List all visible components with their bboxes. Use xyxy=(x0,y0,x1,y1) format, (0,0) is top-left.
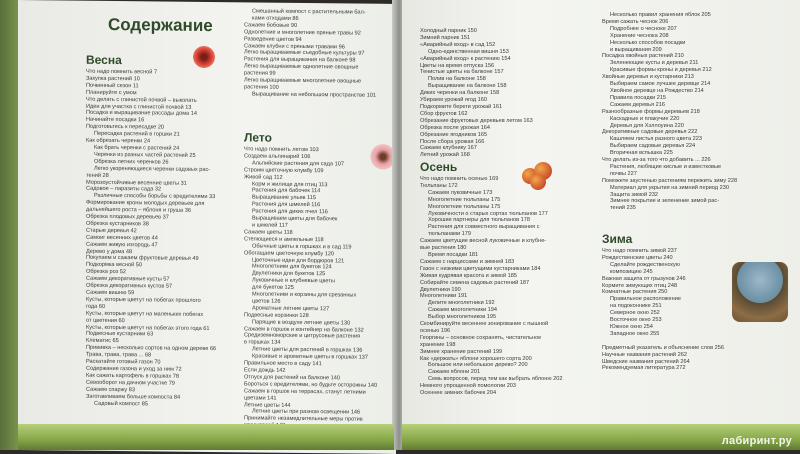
toc-entry: Правильное расположение xyxy=(610,296,681,303)
toc-column-autumn xyxy=(420,176,590,397)
red-flower-image xyxy=(193,46,215,68)
section-heading-winter: Зима xyxy=(602,232,633,246)
toc-entry: Луковичные и клубневые цветы xyxy=(252,277,335,285)
toc-entry: Прививка – несколько сортов на одном дереве 66 xyxy=(86,344,217,353)
toc-entry: Хвойные деревья и кустарники 213 xyxy=(602,74,694,81)
toc-entry: Кусты, которые цветут на побегах прошлого xyxy=(86,296,201,304)
toc-entry: Сажаем многолетники 194 xyxy=(428,307,497,314)
left-page xyxy=(18,0,396,454)
toc-entry: Дерево у дома 48 xyxy=(86,248,133,255)
toc-entry: Подготовьтесь к пересадке 20 xyxy=(86,123,165,131)
toc-entry: Обрезание фруктовых деревьев летом 163 xyxy=(420,117,533,124)
toc-entry: Научные названия растений 262 xyxy=(602,351,687,358)
toc-entry: Красивые и ароматные цветы в горшках 137 xyxy=(252,353,368,361)
toc-entry: Время посадки 181 xyxy=(428,251,479,258)
toc-entry: Полив на балконе 158 xyxy=(428,76,486,83)
toc-entry: Что надо помнить летом 103 xyxy=(244,146,319,154)
toc-entry: хранение 198 xyxy=(420,341,456,348)
toc-entry: Посадка и выращивание рассады дома 14 xyxy=(86,110,197,118)
toc-entry: Легко укореняющиеся черенки садовых рас- xyxy=(94,165,211,173)
toc-entry: Растения для выращивания на балконе 98 xyxy=(244,56,356,64)
toc-entry: Закупка растений 10 xyxy=(86,75,140,83)
toc-entry: Бороться с вредителями, но будьте осторожны 140 xyxy=(244,381,378,389)
toc-entry: Холодный парник 150 xyxy=(420,28,477,34)
toc-entry: Разведение цветов 94 xyxy=(244,35,302,43)
toc-entry: Несколько способов посадки xyxy=(610,39,686,46)
toc-entry: Выращивание ульев 115 xyxy=(252,194,317,202)
toc-entry: Раскатайте готовый газон 70 xyxy=(86,358,161,366)
toc-entry: Растения для совместного выращивания с xyxy=(428,224,540,231)
toc-entry: Тенистые цветы на балконе 157 xyxy=(420,69,504,76)
toc-entry: Однолетние и многолетние пряные травы 92 xyxy=(244,29,361,37)
toc-entry: Обрезка летних черенков 26 xyxy=(94,158,169,166)
toc-entry: Морозоустойчивые весенние цветы 31 xyxy=(86,179,187,187)
toc-entry: Растения для бабочек 114 xyxy=(252,187,321,195)
toc-entry: Парящие в воздухе летние цветы 130 xyxy=(252,319,351,327)
winter-basket-image xyxy=(732,262,788,322)
toc-entry: Тюльпаны 172 xyxy=(420,182,458,189)
toc-entry: Обрезка декоративных кустов 57 xyxy=(86,282,173,290)
toc-entry: Сажаем бобовые 90 xyxy=(244,22,298,29)
toc-entry: Диких черенки на балконе 158 xyxy=(420,90,500,97)
section-heading-autumn: Осень xyxy=(420,160,458,174)
toc-entry: Подкормите береги урожай 161 xyxy=(420,103,503,110)
toc-entry: Сажаем цветущие весной луковичные и клубне- xyxy=(420,238,547,245)
toc-entry: цветов 126 xyxy=(252,298,281,305)
toc-entry: Альпийские растения для сада 107 xyxy=(252,160,344,168)
toc-entry: Клематис 65 xyxy=(86,338,119,345)
toc-entry: Подкормка весной 50 xyxy=(86,262,143,269)
page-title: Содержание xyxy=(108,14,213,36)
toc-entry: Формирование кроны молодых деревьев для xyxy=(86,199,205,208)
toc-entry: Георгины – основное сохранять, чистательное xyxy=(420,334,542,341)
toc-entry: Выращиваем цветы для бабочек xyxy=(252,215,338,223)
toc-entry: Обрезка плодовых деревьев 37 xyxy=(86,213,169,221)
toc-entry: вые растения 180 xyxy=(420,245,467,252)
toc-entry: Создаем альпинарий 106 xyxy=(244,153,311,160)
toc-entry: Что делать с глинистой почвой – выкопать xyxy=(86,96,197,104)
toc-entry: Подвесные корзинки 128 xyxy=(244,312,309,319)
toc-entry: Покупаем и сажаем фруктовые деревья 49 xyxy=(86,255,199,263)
toc-entry: Растения для диких пчел 116 xyxy=(252,208,328,216)
toc-column-summer xyxy=(244,146,394,431)
toc-entry: Легко выращиваемые съедобные культуры 97 xyxy=(244,49,365,58)
toc-entry: Заготавливаем больше компоста 84 xyxy=(86,393,181,401)
toc-entry: Отпуск для растений на балконе 140 xyxy=(244,374,341,382)
toc-entry: Черенки из разных частей растений 25 xyxy=(94,151,196,159)
toc-entry: Время сажать чеснок 206 xyxy=(602,18,669,25)
toc-entry: Выбираем садовые деревья 224 xyxy=(610,143,696,150)
toc-entry: «Аварийный вход» в сад 152 xyxy=(420,41,496,48)
toc-entry: Летние цветы для растений в горшках 136 xyxy=(252,346,363,354)
toc-entry: Выбор многолетников 195 xyxy=(428,314,497,321)
toc-entry: Обрезка кустарников 38 xyxy=(86,220,149,228)
toc-entry: Обогащаем цветочную клумбу 120 xyxy=(244,249,335,257)
toc-entry: Декоративные садовые деревья 222 xyxy=(602,129,698,136)
toc-entry: Посадка хвойных растений 210 xyxy=(602,53,684,60)
toc-entry: почвы 227 xyxy=(610,170,637,177)
toc-entry: в горшках 134 xyxy=(244,339,281,347)
toc-entry: на подоконнике 251 xyxy=(610,303,662,310)
toc-entry: Зеленеющие кусты и деревья 211 xyxy=(610,60,699,67)
toc-column-summer-cont xyxy=(420,28,580,159)
toc-entry: года 60 xyxy=(86,303,106,310)
toc-entry: Собирайте семена садовых растений 187 xyxy=(420,279,530,286)
toc-entry: Легко выращиваемые многолетние овощные xyxy=(244,77,362,85)
toc-entry: Летние цветы при разном освещении 146 xyxy=(252,408,361,417)
toc-entry: растения 100 xyxy=(244,84,279,91)
toc-entry: Сажаем вишню 59 xyxy=(86,289,135,297)
toc-entry: Зимний парник 151 xyxy=(420,34,471,41)
toc-entry: для букетов 125 xyxy=(252,284,294,292)
toc-entry: Красивые формы кроны и деревья 212 xyxy=(610,67,712,74)
toc-entry: Большое или небольшое дерево? 200 xyxy=(428,362,528,369)
toc-entry: Защита зимой 232 xyxy=(610,191,659,198)
toc-entry: Корм и жилище для птиц 113 xyxy=(252,180,328,188)
toc-entry: Что надо помнить зимой 237 xyxy=(602,248,677,254)
toc-entry: Самоиг весенних цветов 44 xyxy=(86,234,158,242)
toc-entry: Разнообразные формы деревьев 218 xyxy=(602,108,700,115)
toc-entry: тений 235 xyxy=(610,205,636,212)
toc-entry: Сажаем живую изгородь 47 xyxy=(86,241,158,249)
toc-entry: Семь вопросов, перед тем как выбрать яблоню 202 xyxy=(428,376,563,383)
toc-entry: Садовое – паразиты сада 32 xyxy=(86,186,162,193)
toc-entry: Многолетники 191 xyxy=(420,293,468,300)
toc-entry: «Аварийный вход» к растению 154 xyxy=(420,55,511,62)
toc-entry: Что делать из-за того что добавить ... 226 xyxy=(602,157,711,164)
toc-entry: Легко выращиваемые однолетние овощные xyxy=(244,63,359,71)
toc-entry: Почвенный сезон 11 xyxy=(86,82,139,90)
toc-entry: Обрезка роз 52 xyxy=(86,268,126,276)
toc-entry: Комнатные растения 250 xyxy=(602,289,668,296)
toc-entry: растения 99 xyxy=(244,70,276,77)
toc-entry: Сажаем в горшок и контейнер на балконе 132 xyxy=(244,325,364,334)
toc-column-winter xyxy=(602,248,732,372)
toc-entry: Садовый компост 85 xyxy=(94,400,149,407)
section-heading-spring: Весна xyxy=(86,52,122,68)
toc-entry: Южное окно 254 xyxy=(610,323,653,330)
toc-entry: Подробнее о чесноке 207 xyxy=(610,25,677,32)
toc-entry: Сажаем в горшок на террасах, станут летними xyxy=(244,388,366,396)
toc-entry: Сажаем цветы 118 xyxy=(244,229,293,236)
toc-entry: Осеннее зимних бабочек 204 xyxy=(420,390,497,397)
toc-entry: Двулетники для букетов 125 xyxy=(252,270,326,278)
toc-entry: Одно-единственная вишня 153 xyxy=(428,48,509,55)
toc-entry: и шмелей 117 xyxy=(252,222,288,229)
toc-entry: Кормите зимующих птиц 248 xyxy=(602,282,678,289)
toc-entry: Восточное окно 253 xyxy=(610,317,662,324)
toc-entry: Идеи для участка с глинистой почвой 13 xyxy=(86,103,192,111)
toc-entry: Сажаем яблони 201 xyxy=(428,369,481,376)
toc-entry: Различные способы борьбы с вредителями 33 xyxy=(94,193,216,201)
toc-column-spring xyxy=(86,69,236,409)
toc-entry: Убираем урожай ягод 160 xyxy=(420,97,488,104)
toc-entry: Материал для укрытия на зимний период 230 xyxy=(610,184,729,191)
toc-entry: Обычные цветы в горшках и в сад 119 xyxy=(252,243,352,251)
toc-entry: Сделайте рождественскую xyxy=(610,261,680,268)
toc-entry: Летний урожай 168 xyxy=(420,152,470,159)
toc-entry: Подвесные кустарники 63 xyxy=(86,331,154,338)
toc-entry xyxy=(602,338,732,345)
toc-entry: Стелющиеся и ампельные 118 xyxy=(244,236,324,243)
toc-entry: Содержание газона и уход за ним 72 xyxy=(86,365,182,373)
toc-entry: Немного упрощенной помологии 203 xyxy=(420,383,517,390)
toc-entry: Если дождь 142 xyxy=(244,367,286,374)
toc-entry: Зимнее покрытие и зеленение зимой рас- xyxy=(610,198,720,205)
toc-entry: Сажаем спаржу 83 xyxy=(86,386,136,393)
toc-entry: Пересадка растений в горшки 21 xyxy=(94,130,180,138)
toc-entry: Поможете заустенью растениям пережить зиму 228 xyxy=(602,177,738,184)
toc-entry: Выбираем самое лучшее деревце 214 xyxy=(610,81,711,88)
toc-entry: и выращивания 209 xyxy=(610,46,662,53)
toc-entry: Строим цветочную клумбу 109 xyxy=(244,167,324,174)
toc-entry: Зимнее хранение растений 199 xyxy=(420,348,503,355)
toc-entry: Рождественские цветы 240 xyxy=(602,254,673,261)
toc-entry: осенью 196 xyxy=(420,327,451,334)
toc-entry: После сбора урожая 166 xyxy=(420,138,485,145)
toc-entry: Кусты, которые цветут на побегах этого года 61 xyxy=(86,324,210,332)
toc-entry: Шведские названия растений 264 xyxy=(602,358,690,365)
toc-entry: Каскадные и плакучие 220 xyxy=(610,115,680,122)
toc-entry: Сажаем декоративные кусты 57 xyxy=(86,275,170,283)
toc-entry: Важная защита от грызунов 246 xyxy=(602,275,686,282)
toc-entry: Сажаем клубнику 167 xyxy=(420,145,477,152)
toc-entry: Скомбинируйте весеннее зонирование с пышной xyxy=(420,321,549,328)
toc-entry: Несколько правил хранения яблок 205 xyxy=(610,12,711,18)
toc-entry: Смешанный компост с растительными бал- xyxy=(252,8,366,16)
toc-entry: Сажаем луковичные 173 xyxy=(428,189,493,196)
toc-entry: Вторичная вспышка 225 xyxy=(610,150,673,157)
right-page xyxy=(402,0,800,450)
toc-entry: Выращивание на небольшом пространстве 101 xyxy=(252,91,377,99)
toc-entry: Рекомендуемая литература 272 xyxy=(602,365,686,372)
watermark-text: лабиринт.ру xyxy=(721,435,792,447)
toc-entry: Газон с низкими цветущими кустарниками 184 xyxy=(420,265,541,272)
toc-entry: Правильное место в саду 141 xyxy=(244,360,322,368)
toc-entry: Начинайте посадки 16 xyxy=(86,117,145,124)
toc-entry: Двулетники 190 xyxy=(420,286,461,293)
toc-entry: Многолетники для букетов 124 xyxy=(252,263,332,271)
toc-entry: Сажаем клубни с пряными травами 96 xyxy=(244,42,345,50)
toc-entry: Кусты, которые цветут на маленьких побегах xyxy=(86,310,204,318)
toc-entry: Как обрезать черенки 24 xyxy=(86,137,151,145)
toc-entry: Хвойное деревце на Рождество 214 xyxy=(610,87,704,94)
toc-entry: Луковичности о старых сортах тюльпанов 177 xyxy=(428,210,548,217)
toc-entry: Летние цветы 144 xyxy=(244,401,291,409)
toc-column-autumn-cont xyxy=(602,12,792,212)
toc-entry: тюльпанами 179 xyxy=(428,231,472,238)
toc-entry: Планируйте с умом xyxy=(86,89,137,96)
toc-entry: Как сажать картофель в горшках 78 xyxy=(86,372,179,380)
toc-entry: Многолетники и корзины для срезанных xyxy=(252,291,357,299)
toc-entry: Предметный указатель и объяснение слов 256 xyxy=(602,344,724,351)
toc-entry: Средиземноморские и цитрусовые растения xyxy=(244,332,361,341)
toc-entry: Хорошие партнеры для тюльпанов 178 xyxy=(428,217,530,224)
toc-entry: Севооборот на дачном участке 79 xyxy=(86,379,175,387)
toc-entry: цветами 141 xyxy=(244,394,277,402)
toc-entry: тений 28 xyxy=(86,172,109,179)
toc-entry: Многолетние тюльпаны 175 xyxy=(428,203,501,210)
toc-entry: Сажаем с нарциссами и зимней 183 xyxy=(420,258,515,265)
toc-entry: Живая кудрявая красота и зимой 185 xyxy=(420,272,517,279)
toc-entry: ками отходами 86 xyxy=(252,15,299,22)
toc-entry: Растения, любящие кислые и известковые xyxy=(610,163,722,170)
toc-entry: Обрезка после урожая 164 xyxy=(420,124,490,131)
toc-entry: Живой сад 112 xyxy=(244,173,283,181)
toc-entry: Правила посадки 215 xyxy=(610,94,667,101)
section-heading-summer: Лето xyxy=(244,130,272,145)
bottom-grass-left xyxy=(18,424,394,450)
toc-entry: Сбор фруктов 162 xyxy=(420,110,468,117)
toc-entry: Старые деревья 42 xyxy=(86,227,137,235)
toc-entry: Западное окно 255 xyxy=(610,330,660,337)
toc-entry: Растения для шмелей 116 xyxy=(252,201,321,209)
toc-entry: Сажаем деревья 216 xyxy=(610,101,665,108)
toc-entry: Деревья для Хэллоуина 220 xyxy=(610,122,684,129)
toc-entry: Как брать черенки с растений 24 xyxy=(94,144,180,152)
toc-entry: дальнейшего роста – яблоня и груша 36 xyxy=(86,206,191,214)
toc-entry: Обрезание ягодников 165 xyxy=(420,131,488,138)
toc-entry: Выращивание на балконе 158 xyxy=(428,83,507,90)
toc-entry: Принимайте незамедлительные меры против xyxy=(244,415,363,423)
toc-entry: Кашляем листья разного цвета 223 xyxy=(610,136,702,143)
toc-entry: Многолетние тюльпаны 175 xyxy=(428,196,501,203)
toc-entry: Что надо помнить весной 7 xyxy=(86,68,158,76)
toc-entry: Трава, трава, трава ... 68 xyxy=(86,351,152,359)
toc-entry: Цветы на время отпуска 156 xyxy=(420,62,495,69)
toc-entry: Как «держать» яблони хорошего сорта 200 xyxy=(420,355,532,362)
toc-entry: Что надо помнить осенью 169 xyxy=(420,176,499,182)
toc-entry: Делите многолетники 192 xyxy=(428,300,495,307)
toc-entry: от цветения 60 xyxy=(86,317,125,324)
toc-entry: Северное окно 252 xyxy=(610,310,660,317)
toc-entry: Хранение чеснока 208 xyxy=(610,32,669,39)
toc-entry: Цветочные идеи для бордюров 121 xyxy=(252,256,345,264)
toc-entry: Ароматные летние цветы 127 xyxy=(252,305,330,313)
toc-column-spring-cont xyxy=(244,8,394,99)
toc-entry: композицию 245 xyxy=(610,268,653,275)
